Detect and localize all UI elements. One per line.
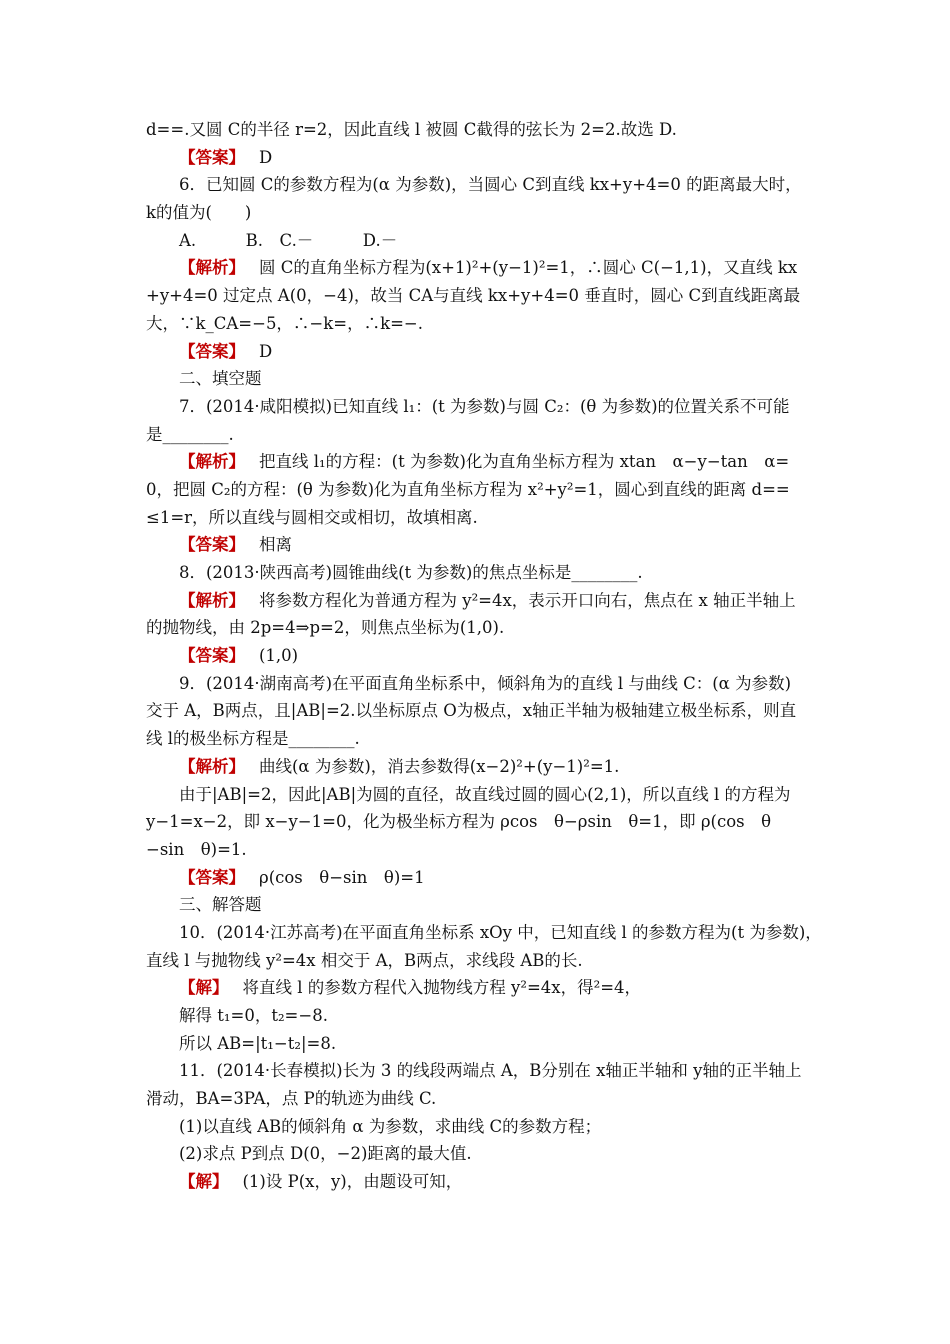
answer-label: 【答案】 xyxy=(179,341,245,361)
text-line xyxy=(146,393,810,421)
text-line xyxy=(146,199,810,227)
text-line xyxy=(146,725,810,753)
line-text: y−1=x−2，即 x−y−1=0，化为极坐标方程为 ρcos θ−ρsin θ=1，即 ρ(cos θ xyxy=(146,812,772,832)
text-line xyxy=(146,974,810,1002)
line-text: 所以 AB=|t₁−t₂|=8. xyxy=(179,1033,337,1053)
line-text: +y+4=0 过定点 A(0，−4)，故当 CA与直线 kx+y+4=0 垂直时，圆心 C到直线距离最 xyxy=(146,286,801,306)
text-line xyxy=(146,614,810,642)
line-text: 7．(2014·咸阳模拟)已知直线 l₁：(t 为参数)与圆 C₂：(θ 为参数)的位置关系不可能 xyxy=(179,396,790,416)
line-text: d==.又圆 C的半径 r=2，因此直线 l 被圆 C截得的弦长为 2=2.故选 D. xyxy=(146,120,677,139)
answer-label: 【答案】 xyxy=(179,867,245,887)
line-text: ρ(cos θ−sin θ)=1 xyxy=(259,867,425,887)
line-text: 解得 t₁=0，t₂=−8. xyxy=(179,1006,328,1025)
text-line xyxy=(146,282,810,310)
text-line xyxy=(146,808,810,836)
line-text: 将参数方程化为普通方程为 y²=4x，表示开口向右，焦点在 x 轴正半轴上 xyxy=(259,590,796,610)
text-line xyxy=(146,254,810,282)
line-text: 滑动，BA=3PA，点 P的轨迹为曲线 C. xyxy=(146,1089,437,1109)
line-text: (2)求点 P到点 D(0，−2)距离的最大值. xyxy=(179,1144,472,1164)
line-text: −sin θ)=1. xyxy=(146,839,247,859)
answer-label: 【解析】 xyxy=(179,258,245,278)
text-line xyxy=(146,310,810,338)
text-line xyxy=(146,1030,810,1058)
text-line xyxy=(146,697,810,725)
line-text: 6．已知圆 C的参数方程为(α 为参数)，当圆心 C到直线 kx+y+4=0 的距离最大时， xyxy=(179,175,802,195)
line-text: 0，把圆 C₂的方程：(θ 为参数)化为直角坐标方程为 x²+y²=1，圆心到直线的距离 d== xyxy=(146,479,790,499)
line-text: k的值为( ) xyxy=(146,203,252,223)
text-line xyxy=(146,531,810,559)
text-line xyxy=(146,587,810,615)
line-text: 曲线(α 为参数)，消去参数得(x−2)²+(y−1)²=1. xyxy=(259,756,620,776)
answer-label: 【解】 xyxy=(179,1172,229,1192)
line-text: A. B. C.－ D.－ xyxy=(179,230,398,250)
answer-label: 【解析】 xyxy=(179,452,245,472)
line-text: (1)设 P(x，y)，由题设可知， xyxy=(242,1172,463,1192)
text-line xyxy=(146,781,810,809)
line-text: 线 l的极坐标方程是________. xyxy=(146,729,360,749)
text-line xyxy=(146,227,810,255)
text-line xyxy=(146,1002,810,1030)
line-text: 交于 A，B两点，且|AB|=2.以坐标原点 O为极点，x轴正半轴为极轴建立极坐标系，则直 xyxy=(146,701,797,721)
text-line xyxy=(146,947,810,975)
text-line xyxy=(146,476,810,504)
text-line xyxy=(146,919,822,947)
text-line xyxy=(146,1085,810,1113)
answer-label: 【答案】 xyxy=(179,535,245,555)
answer-label: 【答案】 xyxy=(179,147,245,167)
line-text: 的抛物线，由 2p=4⇒p=2，则焦点坐标为(1,0). xyxy=(146,618,505,638)
line-text: (1)以直线 AB的倾斜角 α 为参数，求曲线 C的参数方程； xyxy=(179,1116,602,1136)
line-text: 10．(2014·江苏高考)在平面直角坐标系 xOy 中，已知直线 l 的参数方程为(t 为参数)， xyxy=(179,922,822,942)
text-line xyxy=(146,116,810,144)
line-text: 直线 l 与抛物线 y²=4x 相交于 A，B两点，求线段 AB的长. xyxy=(146,950,583,970)
text-line xyxy=(146,1113,810,1141)
line-text: 三、解答题 xyxy=(179,895,262,915)
line-text: 相离 xyxy=(259,535,292,555)
text-line xyxy=(146,338,810,366)
answer-label: 【答案】 xyxy=(179,646,245,666)
text-line xyxy=(146,448,810,476)
text-line xyxy=(146,1140,810,1168)
text-line xyxy=(146,1057,810,1085)
line-text: 8．(2013·陕西高考)圆锥曲线(t 为参数)的焦点坐标是________. xyxy=(179,563,643,582)
line-text: 大，∵k_CA=−5，∴−k=，∴k=−. xyxy=(146,313,423,333)
line-text: 将直线 l 的参数方程代入抛物线方程 y²=4x，得²=4， xyxy=(242,978,642,998)
text-line xyxy=(146,836,810,864)
line-text: 把直线 l₁的方程：(t 为参数)化为直角坐标方程为 xtan α−y−tan α= xyxy=(259,452,790,472)
line-text: 11．(2014·长春模拟)长为 3 的线段两端点 A，B分别在 x轴正半轴和 y轴的正半轴上 xyxy=(179,1061,802,1081)
line-text: 由于|AB|=2，因此|AB|为圆的直径，故直线过圆的圆心(2,1)，所以直线 l 的方程为 xyxy=(179,784,791,804)
text-line xyxy=(146,753,810,781)
line-text: (1,0) xyxy=(259,646,299,666)
answer-label: 【解】 xyxy=(179,978,229,998)
document-body xyxy=(146,116,822,1196)
text-line xyxy=(146,504,810,532)
line-text: 9．(2014·湖南高考)在平面直角坐标系中，倾斜角为的直线 l 与曲线 C：(α 为参数) xyxy=(179,673,792,693)
text-line xyxy=(146,891,810,919)
text-line xyxy=(146,1168,810,1196)
text-line xyxy=(146,642,810,670)
text-line xyxy=(146,144,810,172)
line-text: ≤1=r，所以直线与圆相交或相切，故填相离. xyxy=(146,507,478,527)
answer-label: 【解析】 xyxy=(179,590,245,610)
text-line xyxy=(146,864,810,892)
text-line xyxy=(146,421,810,449)
text-line xyxy=(146,559,810,587)
text-line xyxy=(146,365,810,393)
line-text: D xyxy=(259,147,273,167)
line-text: 是________. xyxy=(146,424,234,444)
line-text: 二、填空题 xyxy=(179,369,262,389)
line-text: 圆 C的直角坐标方程为(x+1)²+(y−1)²=1，∴圆心 C(−1,1)，又直线 kx xyxy=(259,258,798,278)
line-text: D xyxy=(259,341,273,361)
text-line xyxy=(146,670,810,698)
answer-label: 【解析】 xyxy=(179,756,245,776)
text-line xyxy=(146,171,810,199)
